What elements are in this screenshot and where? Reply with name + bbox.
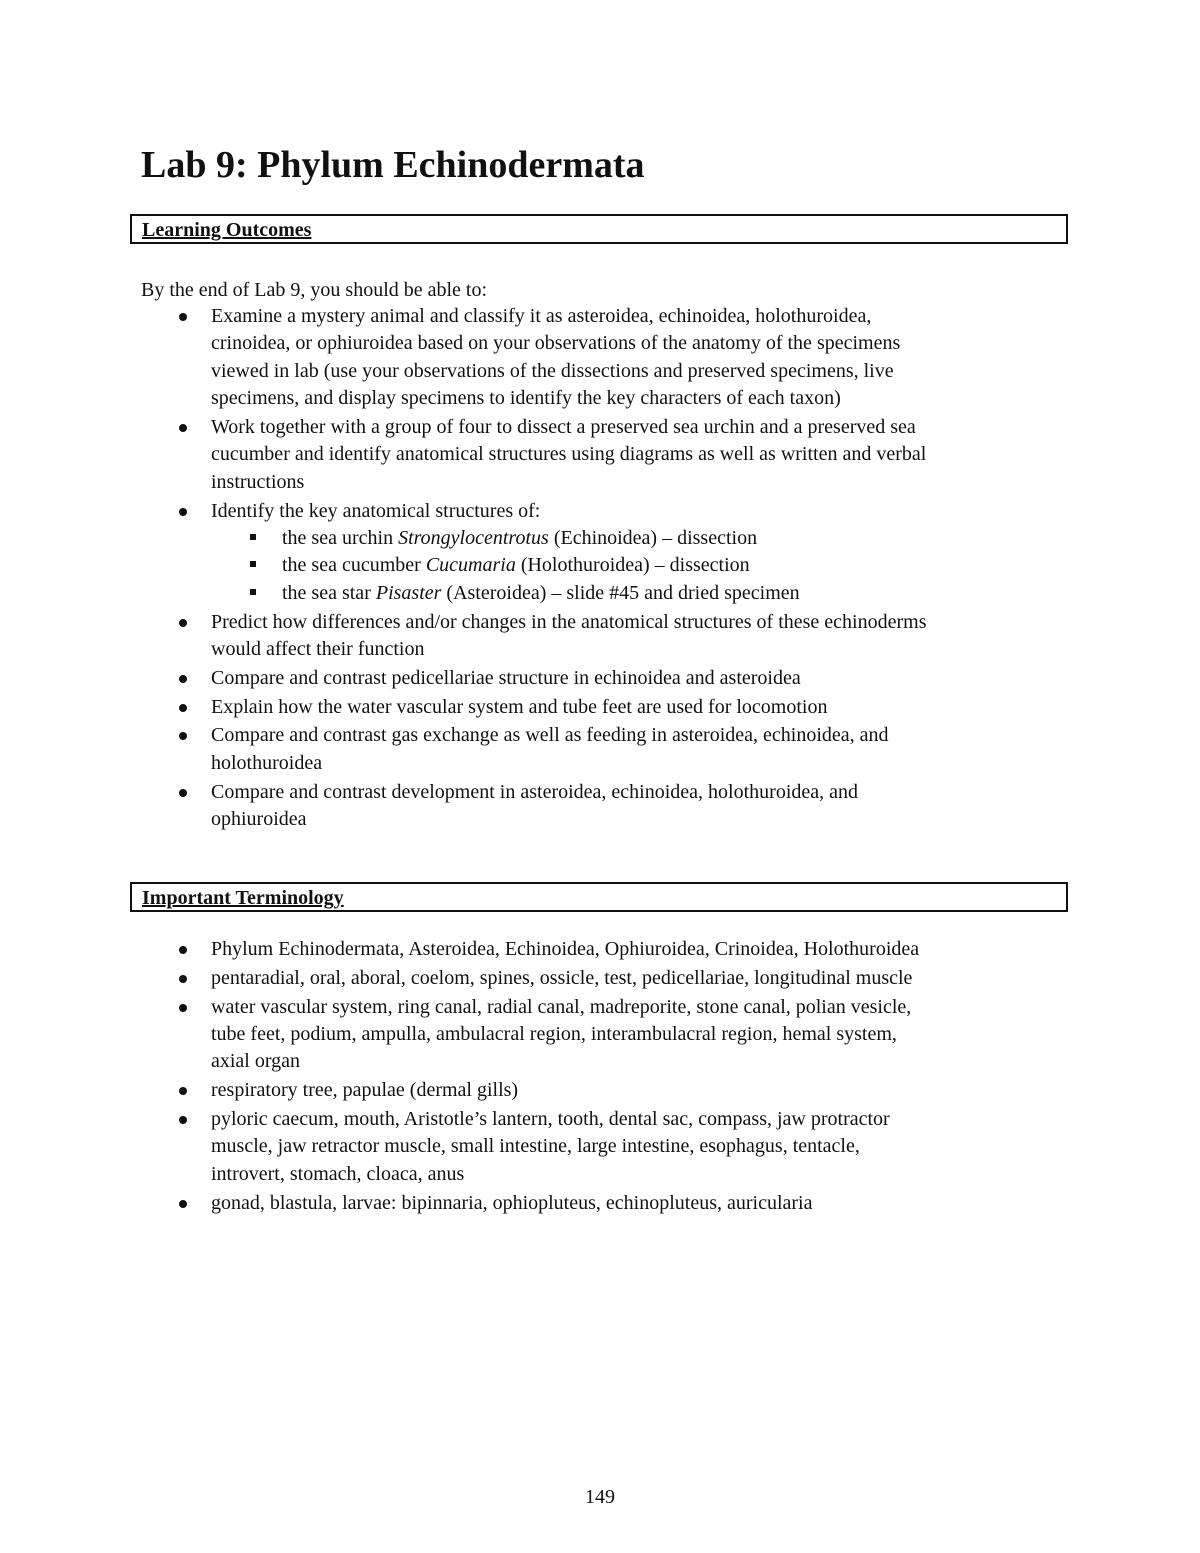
list-item-text: crinoidea, or ophiuroidea based on your observations of the anatomy of the specimens — [211, 332, 901, 355]
bullet-icon — [179, 975, 187, 983]
list-item-text: pyloric caecum, mouth, Aristotle’s lantern, tooth, dental sac, compass, jaw protractor — [211, 1108, 890, 1130]
list-item — [211, 1190, 919, 1217]
sub-item-text-after: (Asteroidea) – slide #45 and dried specimen — [441, 581, 800, 604]
sub-list-item — [282, 525, 927, 552]
list-item-text: Compare and contrast development in asteroidea, echinoidea, holothuroidea, and — [211, 780, 859, 803]
bullet-icon — [179, 946, 187, 954]
learning-outcomes-list — [211, 303, 927, 835]
learning-outcomes-intro: By the end of Lab 9, you should be able to: — [141, 279, 488, 301]
list-item-text: Compare and contrast gas exchange as well as feeding in asteroidea, echinoidea, and — [211, 724, 889, 747]
list-item — [211, 965, 919, 992]
bullet-icon — [179, 1087, 187, 1095]
genus-name: Strongylocentrotus — [398, 527, 549, 550]
list-item — [211, 1106, 919, 1188]
list-item — [211, 609, 927, 664]
list-item-text: axial organ — [211, 1050, 301, 1073]
list-item-text: would affect their function — [211, 638, 425, 661]
terminology-heading: Important Terminology — [142, 887, 344, 909]
list-item-text: Work together with a group of four to dissect a preserved sea urchin and a preserved sea — [211, 416, 916, 439]
square-bullet-icon — [250, 561, 256, 567]
sub-list-item — [282, 580, 927, 607]
sub-list-item-text — [282, 580, 927, 607]
sub-list — [211, 525, 927, 607]
list-item-text: Examine a mystery animal and classify it as asteroidea, echinoidea, holothuroidea, — [211, 305, 872, 327]
list-item-text: Compare and contrast pedicellariae structure in echinoidea and asteroidea — [211, 666, 801, 689]
bullet-icon — [179, 732, 187, 740]
square-bullet-icon — [250, 589, 256, 595]
list-item — [211, 779, 927, 834]
sub-item-text-before: the sea star — [282, 581, 376, 604]
terminology-header-box — [130, 882, 1068, 912]
list-item-text: Predict how differences and/or changes in the anatomical structures of these echinoderms — [211, 610, 927, 633]
list-item-text: water vascular system, ring canal, radial canal, madreporite, stone canal, polian vesicle, — [211, 995, 912, 1018]
list-item — [211, 498, 927, 608]
list-item — [211, 414, 927, 496]
sub-list-item-text — [282, 552, 927, 579]
genus-name: Pisaster — [375, 581, 442, 604]
bullet-icon — [179, 675, 187, 683]
list-item-text: respiratory tree, papulae (dermal gills) — [211, 1079, 519, 1102]
bullet-icon — [179, 424, 187, 432]
terminology-list — [211, 936, 919, 1218]
list-item — [211, 303, 927, 413]
bullet-icon — [179, 789, 187, 797]
list-item — [211, 722, 927, 777]
list-item-text: muscle, jaw retractor muscle, small intestine, large intestine, esophagus, tentacle, — [211, 1135, 860, 1158]
genus-name: Cucumaria — [425, 554, 516, 577]
page-title: Lab 9: Phylum Echinodermata — [141, 144, 645, 186]
list-item-text: introvert, stomach, cloaca, anus — [211, 1162, 465, 1185]
list-item — [211, 1077, 919, 1104]
list-item-text: cucumber and identify anatomical structures using diagrams as well as written and verbal — [211, 443, 927, 466]
learning-outcomes-heading: Learning Outcomes — [142, 219, 312, 241]
sub-item-text-before: the sea urchin — [282, 527, 399, 550]
sub-list-item-text — [282, 525, 927, 552]
list-item — [211, 665, 927, 692]
list-item — [211, 936, 919, 963]
bullet-icon — [179, 704, 187, 712]
sub-item-text-after: (Holothuroidea) – dissection — [515, 554, 750, 577]
square-bullet-icon — [250, 534, 256, 540]
list-item-text: Identify the key anatomical structures of: — [211, 499, 541, 522]
list-item — [211, 994, 919, 1076]
page-number: 149 — [585, 1486, 615, 1508]
learning-outcomes-header-box — [130, 214, 1068, 244]
list-item-text: specimens, and display specimens to identify the key characters of each taxon) — [211, 387, 841, 410]
list-item-text: viewed in lab (use your observations of the dissections and preserved specimens, live — [211, 359, 894, 382]
bullet-icon — [179, 1004, 187, 1012]
list-item — [211, 694, 927, 721]
bullet-icon — [179, 1116, 187, 1124]
list-item-text: Phylum Echinodermata, Asteroidea, Echinoidea, Ophiuroidea, Crinoidea, Holothuroidea — [211, 938, 920, 960]
sub-item-text-after: (Echinoidea) – dissection — [548, 527, 758, 550]
bullet-icon — [179, 508, 187, 516]
list-item-text: Explain how the water vascular system and tube feet are used for locomotion — [211, 695, 828, 718]
list-item-text: tube feet, podium, ampulla, ambulacral region, interambulacral region, hemal system, — [211, 1023, 897, 1045]
sub-list-item — [282, 552, 927, 579]
list-item-text: pentaradial, oral, aboral, coelom, spines, ossicle, test, pedicellariae, longitudinal muscle — [211, 966, 913, 989]
list-item-text: instructions — [211, 470, 305, 493]
list-item-text: ophiuroidea — [211, 808, 307, 831]
bullet-icon — [179, 1200, 187, 1208]
list-item-text: gonad, blastula, larvae: bipinnaria, ophiopluteus, echinopluteus, auricularia — [211, 1191, 813, 1214]
bullet-icon — [179, 619, 187, 627]
list-item-text: holothuroidea — [211, 751, 323, 774]
sub-item-text-before: the sea cucumber — [282, 554, 426, 577]
bullet-icon — [179, 313, 187, 321]
